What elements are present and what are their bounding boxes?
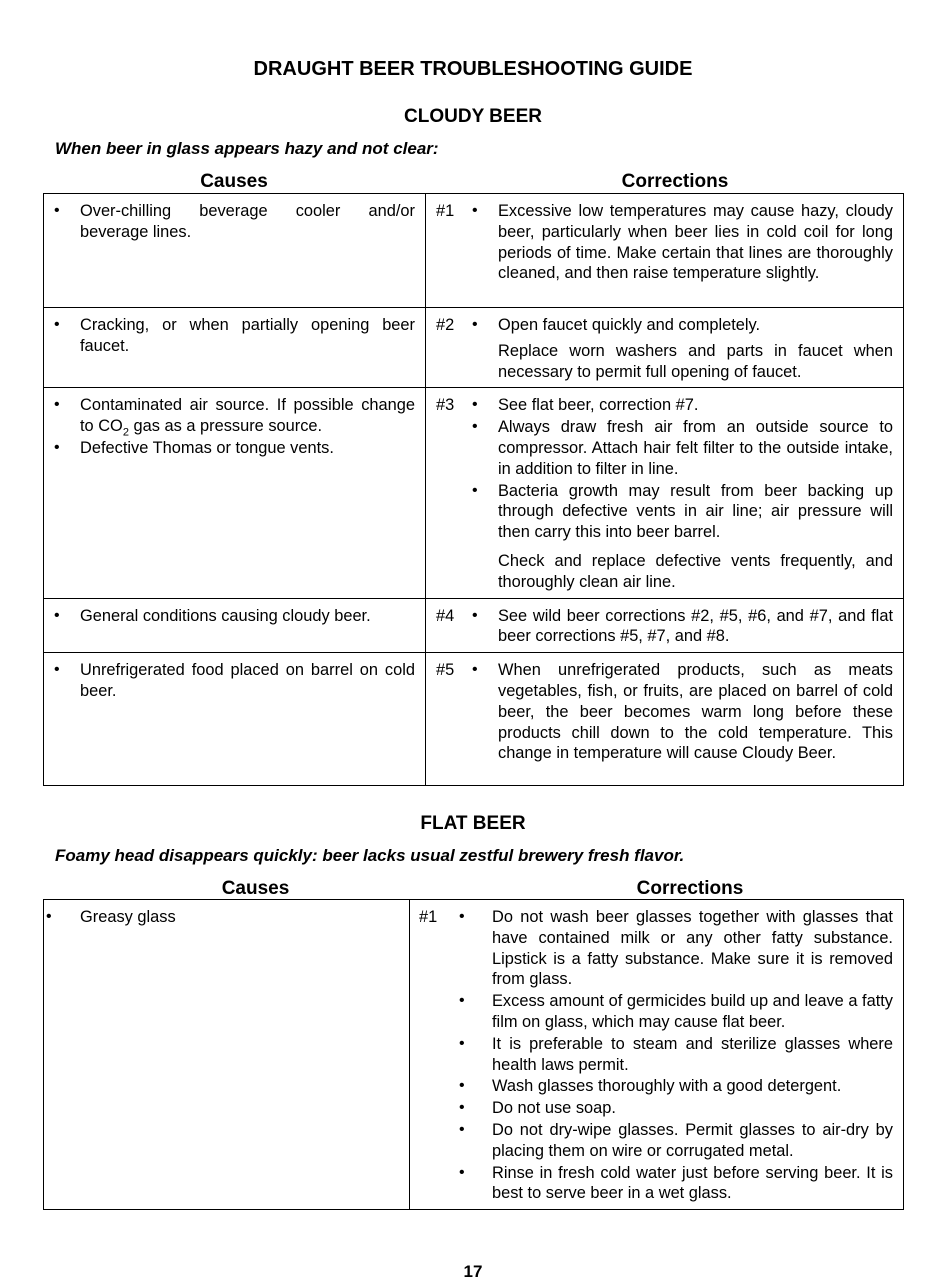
list-item: • Always draw fresh air from an outside source to compressor. Attach hair felt filter to the outside intake, in addition to filter in line.: [472, 418, 893, 478]
correction-number: #1: [419, 908, 438, 926]
bullet-icon: •: [54, 396, 60, 414]
list-item: • Do not wash beer glasses together with glasses that have contained milk or any other fatty substance. Lipstick is a fatty substance. Make sure it is removed from glass.: [459, 908, 893, 989]
bullet-icon: •: [472, 396, 478, 414]
flat-beer-heading: FLAT BEER: [420, 813, 526, 834]
bullet-icon: •: [459, 992, 465, 1010]
list-item: • General conditions causing cloudy beer.: [54, 606, 371, 625]
page-title: DRAUGHT BEER TROUBLESHOOTING GUIDE: [253, 58, 693, 80]
flat-corrections-header: Corrections: [636, 878, 744, 899]
bullet-icon: •: [54, 438, 60, 456]
flat-causes-header: Causes: [221, 878, 290, 899]
correction-cell: [426, 598, 904, 653]
list-item: • Over-chilling beverage cooler and/or beverage lines.: [54, 202, 415, 241]
cloudy-causes-header: Causes: [200, 171, 268, 192]
cause-cell: [44, 388, 426, 598]
list-item: • Defective Thomas or tongue vents.: [54, 438, 334, 457]
cloudy-beer-table: [43, 193, 904, 786]
list-item: • Wash glasses thoroughly with a good detergent.: [459, 1077, 842, 1096]
list-item: • Bacteria growth may result from beer backing up through defective vents in air line; air pressure will then carry this into beer barrel.: [472, 481, 893, 542]
cause-cell: [44, 308, 426, 388]
list-item: • When unrefrigerated products, such as meats vegetables, fish, or fruits, are placed on barrel of cold beer, the beer becomes warm long before these products chill down to the cold temperature. This change in temperature will cause Cloudy Beer.: [472, 661, 893, 763]
correction-number: #4: [436, 606, 455, 625]
list-item: • Excess amount of germicides build up and leave a fatty film on glass, which may cause flat beer.: [459, 992, 893, 1031]
list-item: • Contaminated air source. If possible change to $CO_2$ gas as a pressure source.: [54, 396, 415, 439]
cause-cell: [44, 653, 426, 786]
list-item: • Greasy glass: [46, 908, 176, 926]
correction-cell: [426, 308, 904, 388]
bullet-icon: •: [472, 606, 478, 624]
list-item: • It is preferable to steam and sterilize glasses where health laws permit.: [459, 1034, 893, 1074]
correction-note: Replace worn washers and parts in faucet when necessary to permit full opening of faucet.: [498, 341, 893, 381]
bullet-icon: •: [472, 202, 478, 219]
table-row: [44, 388, 904, 598]
list-item: • Excessive low temperatures may cause hazy, cloudy beer, particularly when beer lies in cold coil for long periods of time. Make certain that lines are thoroughly cleaned, and then raise temperature slightly.: [472, 202, 893, 283]
correction-number: #1: [436, 202, 455, 220]
bullet-icon: •: [54, 202, 60, 219]
bullet-icon: •: [46, 908, 52, 925]
correction-number: #3: [436, 396, 455, 415]
table-row: [44, 194, 904, 308]
bullet-icon: •: [54, 316, 60, 333]
page-number: 17: [463, 1262, 483, 1281]
bullet-icon: •: [54, 606, 60, 624]
correction-cell: [426, 388, 904, 598]
correction-note: Check and replace defective vents frequently, and thoroughly clean air line.: [498, 551, 893, 591]
correction-cell: [410, 900, 904, 1210]
list-item: • Rinse in fresh cold water just before serving beer. It is best to serve beer in a wet glass.: [459, 1163, 893, 1203]
cloudy-corrections-header: Corrections: [621, 171, 729, 192]
bullet-icon: •: [459, 1163, 465, 1181]
bullet-icon: •: [472, 481, 478, 499]
table-row: [44, 598, 904, 653]
flat-beer-intro: Foamy head disappears quickly: beer lacks usual zestful brewery fresh flavor.: [55, 846, 685, 865]
bullet-icon: •: [472, 661, 478, 679]
bullet-icon: •: [459, 1120, 465, 1138]
bullet-icon: •: [472, 316, 478, 333]
bullet-icon: •: [459, 1077, 465, 1095]
list-item: • See wild beer corrections #2, #5, #6, and #7, and flat beer corrections #5, #7, and #8.: [472, 606, 893, 646]
list-item: • See flat beer, correction #7.: [472, 396, 699, 415]
list-item: • Do not dry-wipe glasses. Permit glasses to air-dry by placing them on wire or corrugated metal.: [459, 1120, 893, 1160]
flat-beer-table: [43, 899, 904, 1210]
bullet-icon: •: [54, 661, 60, 679]
list-item: • Do not use soap.: [459, 1099, 616, 1118]
correction-cell: [426, 194, 904, 308]
table-row: [44, 308, 904, 388]
cause-cell: [44, 194, 426, 308]
cloudy-beer-intro: When beer in glass appears hazy and not clear:: [55, 139, 439, 158]
correction-number: #5: [436, 661, 455, 680]
bullet-icon: •: [472, 418, 478, 436]
list-item: • Cracking, or when partially opening beer faucet.: [54, 316, 415, 355]
table-row: [44, 653, 904, 786]
bullet-icon: •: [459, 1034, 465, 1052]
correction-cell: [426, 653, 904, 786]
cause-cell: [44, 900, 410, 1210]
bullet-icon: •: [459, 1099, 465, 1117]
correction-number: #2: [436, 316, 455, 334]
bullet-icon: •: [459, 908, 465, 925]
list-item: • Open faucet quickly and completely.: [472, 316, 761, 334]
cause-cell: [44, 598, 426, 653]
table-row: [44, 900, 904, 1210]
list-item: • Unrefrigerated food placed on barrel on cold beer.: [54, 661, 415, 700]
cloudy-beer-heading: CLOUDY BEER: [404, 106, 542, 127]
